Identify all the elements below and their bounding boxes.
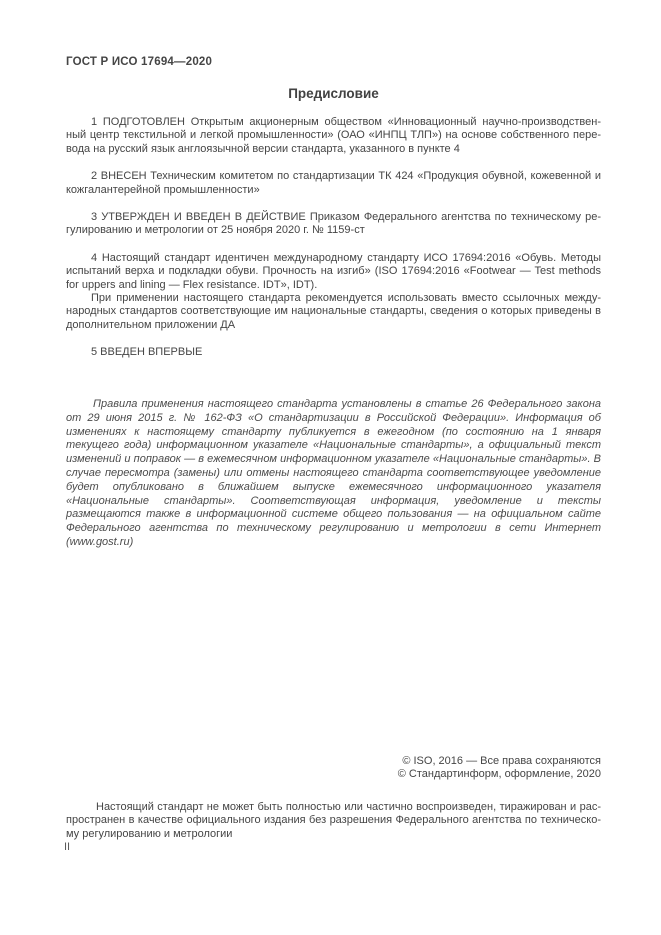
doc-code: ГОСТ Р ИСО 17694—2020 <box>66 56 213 68</box>
foreword-item-4-note: При применении настоящего стандарта рекомендуется использовать вместо ссылочных международных стандартов соответствующие им национальные стандарты, сведения о которых приведены в дополнительном приложении ДА <box>66 292 601 331</box>
foreword-item-3: 3 УТВЕРЖДЕН И ВВЕДЕН В ДЕЙСТВИЕ Приказом Федерального агентства по техническому регулированию и метрологии от 25 ноября 2020 г. № 1159-ст <box>66 211 601 237</box>
reproduction-restriction-note: Настоящий стандарт не может быть полностью или частично воспроизведен, тиражирован и распространен в качестве официального издания без разрешения Федерального агентства по техническому регулированию и метрологии <box>66 801 601 840</box>
foreword-item-1: 1 ПОДГОТОВЛЕН Открытым акционерным обществом «Инновационный научно-производственный центр текстильной и легкой промышленности» (ОАО «ИНПЦ ТЛП») на основе собственного перевода на русский язык англоязычной версии стандарта, указанного в пункте 4 <box>66 116 601 155</box>
copyright-iso: © ISO, 2016 — Все права сохраняются <box>402 755 601 767</box>
copyright-standartinform: © Стандартинформ, оформление, 2020 <box>397 768 601 781</box>
copyright-block <box>398 755 601 782</box>
foreword-section <box>66 116 601 374</box>
foreword-item-2: 2 ВНЕСЕН Техническим комитетом по стандартизации ТК 424 «Продукция обувной, кожевенной и кожгалантерейной промышленности» <box>66 170 601 196</box>
page-number: II <box>64 841 71 853</box>
page-title: Предисловие <box>288 86 379 101</box>
foreword-item-4: 4 Настоящий стандарт идентичен международному стандарту ИСО 17694:2016 «Обувь. Методы испытаний верха и подкладки обуви. Прочность на изгиб» (ISO 17694:2016 «Footwear — Test methods for uppers and lining — Flex resistance. IDT», IDT). <box>66 251 601 291</box>
legal-application-note: Правила применения настоящего стандарта установлены в статье 26 Федерального закона от 29 июня 2015 г. № 162-ФЗ «О стандартизации в Российской Федерации». Информация об изменениях к настоящему стандарту публикуется в ежегодном (по состоянию на 1 января текущего года) информационном указателе «Национальные стандарты», а официальный текст изменений и поправок — в ежемесячном информационном указателе «Национальные стандарты». В случае пересмотра (замены) или отмены настоящего стандарта соответствующее уведомление будет опубликовано в ближайшем выпуске ежемесячного информационного указателя «Национальные стандарты». Соответствующая информация, уведомление и тексты размещаются также в информационной системе общего пользования — на официальном сайте Федерального агентства по техническому регулированию и метрологии в сети Интернет (www.gost.ru) <box>66 398 601 548</box>
foreword-item-5: 5 ВВЕДЕН ВПЕРВЫЕ <box>91 346 203 359</box>
